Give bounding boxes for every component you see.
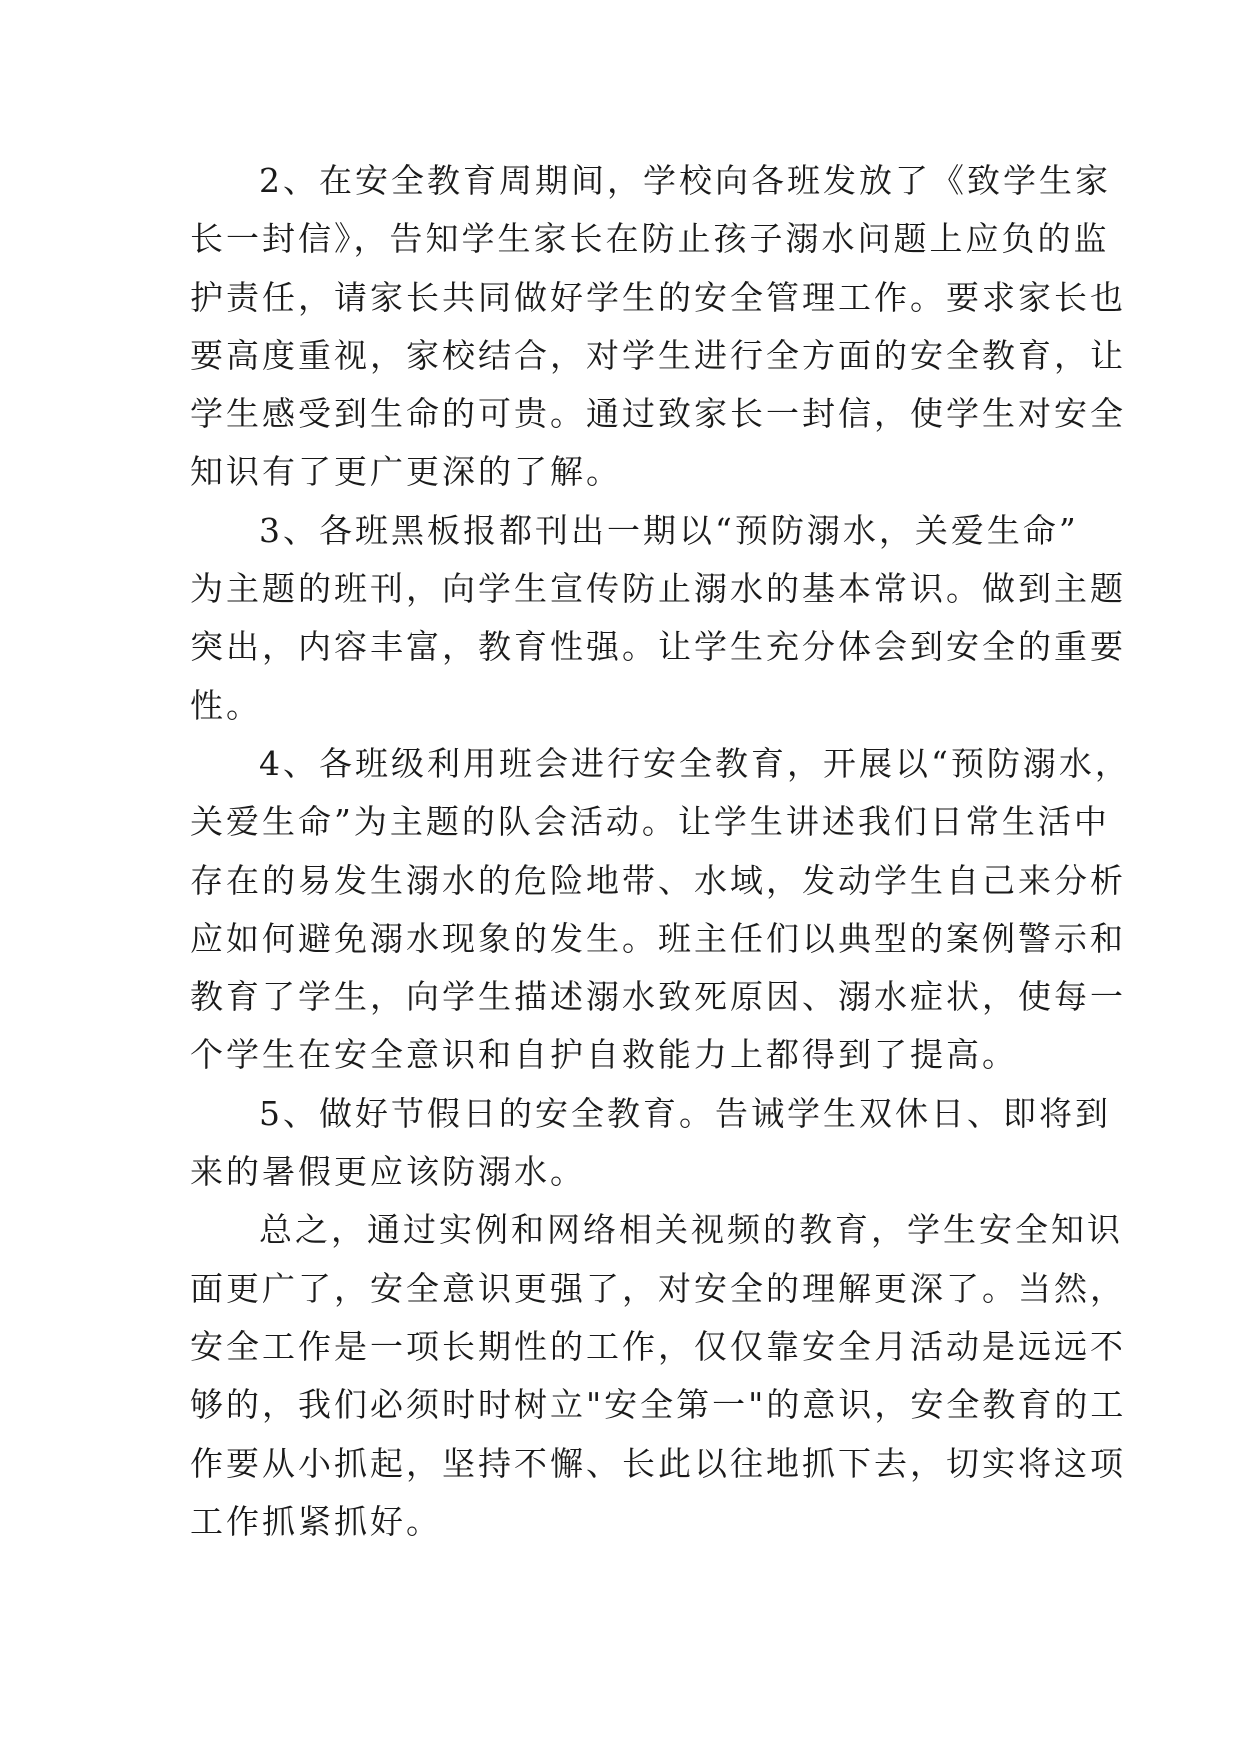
paragraph-3-blackboard: [190, 502, 1126, 735]
text-line: 够的，我们必须时时树立"安全第一"的意识，安全教育的工: [190, 1385, 1127, 1425]
text-line: 个学生在安全意识和自护自救能力上都得到了提高。: [190, 1035, 1018, 1075]
text-line: 要高度重视，家校结合，对学生进行全方面的安全教育，让: [190, 335, 1126, 375]
text-line: 教育了学生，向学生描述溺水致死原因、溺水症状，使每一: [190, 977, 1126, 1017]
text-line: 存在的易发生溺水的危险地带、水域，发动学生自己来分析: [190, 860, 1126, 900]
text-line: 应如何避免溺水现象的发生。班主任们以典型的案例警示和: [190, 918, 1126, 958]
text-line: 为主题的班刊，向学生宣传防止溺水的基本常识。做到主题: [190, 569, 1126, 609]
text-line: 5、做好节假日的安全教育。告诫学生双休日、即将到: [259, 1093, 1111, 1133]
paragraph-2-parent-letter: [190, 152, 1126, 502]
text-line: 3、各班黑板报都刊出一期以“预防溺水，关爱生命”: [259, 510, 1079, 550]
text-line: 面更广了，安全意识更强了，对安全的理解更深了。当然，: [190, 1268, 1126, 1308]
text-line: 2、在安全教育周期间，学校向各班发放了《致学生家: [259, 161, 1111, 200]
text-line: 工作抓紧抓好。: [190, 1501, 442, 1541]
text-line: 总之，通过实例和网络相关视频的教育，学生安全知识: [259, 1210, 1123, 1250]
paragraph-4-class-meeting: [190, 735, 1131, 1085]
text-line: 长一封信》，告知学生家长在防止孩子溺水问题上应负的监: [190, 219, 1110, 259]
paragraph-5-holiday-safety: [190, 1085, 1111, 1202]
text-line: 护责任，请家长共同做好学生的安全管理工作。要求家长也: [190, 277, 1126, 317]
text-line: 知识有了更广更深的了解。: [190, 452, 622, 492]
text-line: 安全工作是一项长期性的工作，仅仅靠安全月活动是远远不: [190, 1326, 1126, 1366]
text-line: 4、各班级利用班会进行安全教育，开展以“预防溺水，: [259, 743, 1131, 783]
text-line: 关爱生命”为主题的队会活动。让学生讲述我们日常生活中: [190, 802, 1110, 842]
document-body: [190, 152, 1131, 1551]
text-line: 来的暑假更应该防溺水。: [190, 1152, 586, 1192]
text-line: 作要从小抓起，坚持不懈、长此以往地抓下去，切实将这项: [190, 1443, 1126, 1483]
text-line: 性。: [190, 685, 262, 725]
paragraph-summary: [190, 1201, 1127, 1551]
text-line: 学生感受到生命的可贵。通过致家长一封信，使学生对安全: [190, 394, 1126, 434]
text-line: 突出，内容丰富，教育性强。让学生充分体会到安全的重要: [190, 627, 1126, 667]
